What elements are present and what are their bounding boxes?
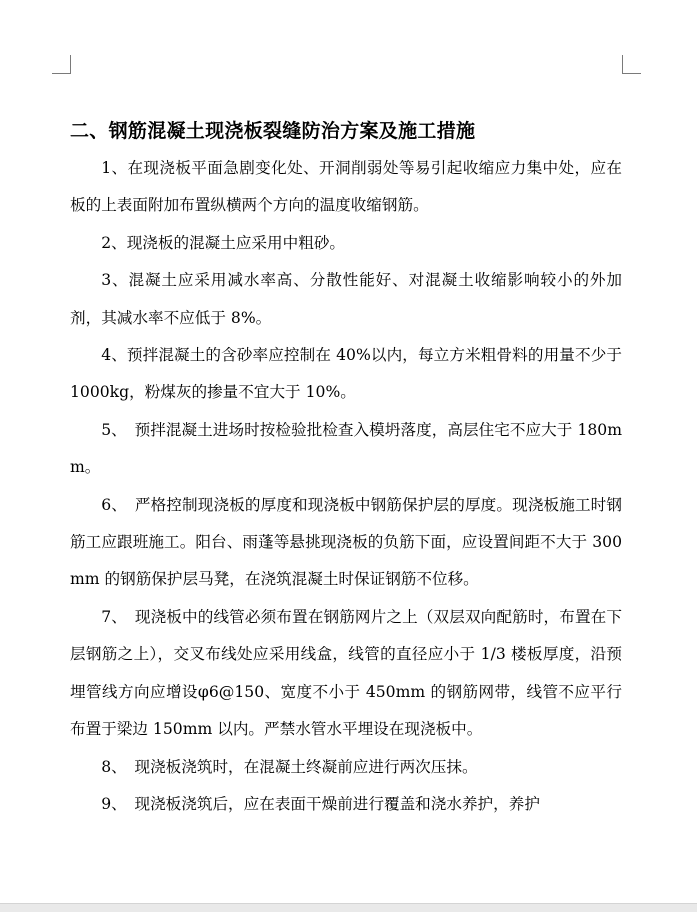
- paragraph-4: 4、预拌混凝土的含砂率应控制在 40%以内，每立方米粗骨料的用量不少于 1000kg，粉煤灰的掺量不宜大于 10%。: [70, 346, 622, 402]
- paragraph-3: 3、混凝土应采用减水率高、分散性能好、对混凝土收缩影响较小的外加剂，其减水率不应低于 8%。: [70, 271, 622, 327]
- paragraph-2: 2、现浇板的混凝土应采用中粗砂。: [101, 233, 346, 252]
- paragraph-1: 1、在现浇板平面急剧变化处、开洞削弱处等易引起收缩应力集中处，应在板的上表面附加布置纵横两个方向的温度收缩钢筋。: [70, 159, 622, 215]
- section-heading: 二、钢筋混凝土现浇板裂缝防治方案及施工措施: [70, 120, 476, 142]
- document-body: [70, 112, 622, 823]
- paragraph-6: 6、 严格控制现浇板的厚度和现浇板中钢筋保护层的厚度。现浇板施工时钢筋工应跟班施工。阳台、雨蓬等悬挑现浇板的负筋下面，应设置间距不大于 300mm 的钢筋保护层马凳，在浇筑混凝土时保证钢筋不位移。: [70, 495, 622, 589]
- crop-mark-top-left: [52, 55, 71, 74]
- paragraph-8: 8、 现浇板浇筑时，在混凝土终凝前应进行两次压抹。: [101, 757, 478, 776]
- paragraph-7: 7、 现浇板中的线管必须布置在钢筋网片之上（双层双向配筋时，布置在下层钢筋之上），交叉布线处应采用线盒，线管的直径应小于 1/3 楼板厚度，沿预埋管线方向应增设φ6@150、宽度不小于 450mm 的钢筋网带，线管不应平行布置于梁边 150mm 以内。严禁水管水平埋设在现浇板中。: [70, 607, 622, 739]
- paragraph-5: 5、 预拌混凝土进场时按检验批检查入模坍落度，高层住宅不应大于 180mm。: [70, 420, 622, 477]
- paragraph-9: 9、 现浇板浇筑后，应在表面干燥前进行覆盖和浇水养护，养护: [101, 794, 540, 813]
- crop-mark-top-right: [622, 55, 641, 74]
